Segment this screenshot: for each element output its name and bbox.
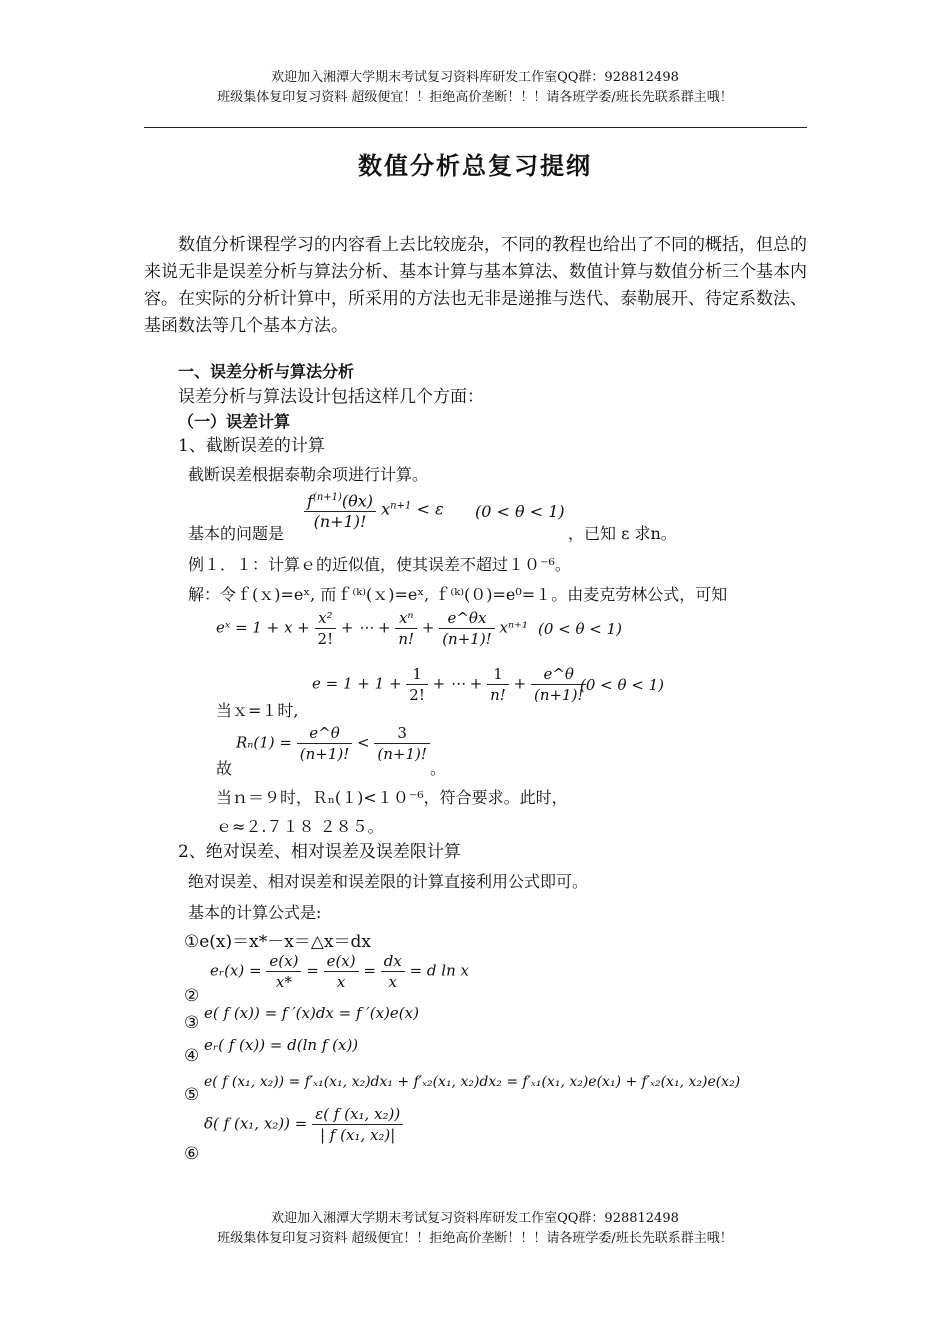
header-line-1: 欢迎加入湘潭大学期末考试复习资料库研发工作室QQ群：928812498	[271, 70, 679, 85]
formula-1: ①e(x)＝x*－x＝△x＝dx	[184, 932, 371, 952]
item2-title: 2、绝对误差、相对误差及误差限计算	[178, 842, 461, 862]
formula-5-marker: ⑤	[184, 1085, 200, 1105]
formula-3-marker: ③	[184, 1013, 200, 1033]
maclaurin-ex-condition: (0 < θ < 1)	[538, 620, 623, 638]
when-n-equals-9: 当ｎ＝９时，Ｒₙ(１)<１０⁻⁶，符合要求。此时，	[216, 788, 568, 807]
header-rule	[144, 127, 807, 128]
maclaurin-e-condition: (0 < θ < 1)	[580, 676, 665, 694]
when-x-equals-1: 当ｘ=１时,	[216, 701, 299, 720]
footer-line-1: 欢迎加入湘潭大学期末考试复习资料库研发工作室QQ群：928812498	[271, 1211, 679, 1226]
subsection-heading: （一）误差计算	[178, 412, 291, 431]
item1-title: 1、截断误差的计算	[178, 436, 325, 456]
maclaurin-e-formula: e = 1 + 1 + $\frac{1}{2!}$ + ⋯ + $\frac{1}{n!}$ + $\frac{e\^{}\theta}{(n+1)!}$	[312, 664, 586, 705]
truncation-condition: (0 < θ < 1)	[475, 502, 565, 521]
formula-6-marker: ⑥	[184, 1144, 200, 1164]
intro-paragraph: 数值分析课程学习的内容看上去比较庞杂，不同的教程也给出了不同的概括，但总的来说无非是误差分析与算法分析、基本计算与基本算法、数值计算与数值分析三个基本内容。在实际的分析计算中，所采用的方法也无非是递推与迭代、泰勒展开、待定系数法、基函数法等几个基本方法。	[144, 235, 807, 336]
remainder-bound-formula: Rₙ(1) = $\frac{e\^{}\theta}{(n+1)!}$ < $\frac{3}{(n+1)!}$	[236, 723, 430, 764]
therefore-label: 故	[216, 759, 233, 778]
remainder-period: 。	[430, 759, 447, 778]
problem-suffix: ，已知 ε 求n。	[568, 524, 677, 543]
formula-3: e( f (x)) = f ′(x)dx = f ′(x)e(x)	[204, 1004, 419, 1022]
truncation-formula: $\frac{f^{(n+1)}(\theta x)}{(n+1)!}$ $x^{n+1} < \varepsilon$	[304, 488, 444, 532]
e-approximation: ｅ≈２.７１８ ２８５。	[216, 817, 384, 836]
formula-4-marker: ④	[184, 1046, 200, 1066]
problem-prefix: 基本的问题是	[188, 524, 285, 543]
section-lead: 误差分析与算法设计包括这样几个方面：	[178, 387, 484, 407]
page-title: 数值分析总复习提纲	[358, 152, 592, 180]
formula-4: eᵣ( f (x)) = d(ln f (x))	[204, 1036, 359, 1054]
item1-desc: 截断误差根据泰勒余项进行计算。	[188, 465, 429, 484]
formula-2: eᵣ(x) = $\frac{e(x)}{x*}$ = $\frac{e(x)}{x}$ = $\frac{dx}{x}$ = d ln x	[210, 952, 469, 991]
section-heading: 一、误差分析与算法分析	[178, 362, 355, 381]
formula-2-marker: ②	[184, 986, 200, 1006]
footer-line-2: 班级集体复印复习资料 超级便宜！！拒绝高价垄断！！！请各班学委/班长先联系群主哦！	[217, 1231, 733, 1246]
formula-6: δ( f (x₁, x₂)) = $\frac{\text{ε( f (x₁, x₂))}}{\text{| f (x₁, x₂)|}}$	[204, 1104, 403, 1145]
formula-5: e( f (x₁, x₂)) = f′ₓ₁(x₁, x₂)dx₁ + f′ₓ₂(x₁, x₂)dx₂ = f′ₓ₁(x₁, x₂)e(x₁) + f′ₓ₂(x₁, x₂)e(x₂)	[204, 1074, 741, 1090]
example-1-1: 例１．１：计算ｅ的近似值，使其误差不超过１０⁻⁶。	[188, 555, 571, 574]
basic-formulas-label: 基本的计算公式是:	[188, 903, 322, 922]
item2-desc: 绝对误差、相对误差和误差限的计算直接利用公式即可。	[188, 872, 589, 891]
maclaurin-ex-formula: eˣ = 1 + x + $\frac{\text{x²}}{2!}$ + ⋯ + $\frac{\text{xⁿ}}{n!}$ + $\frac{e\^{}\theta x}{(n+1)!}$ xⁿ⁺¹	[216, 609, 528, 648]
header-line-2: 班级集体复印复习资料 超级便宜！！拒绝高价垄断！！！请各班学委/班长先联系群主哦！	[217, 90, 733, 105]
solution-line: 解：令ｆ(ｘ)=eˣ, 而ｆ⁽ᵏ⁾(ｘ)=eˣ, ｆ⁽ᵏ⁾(０)=e⁰=１。由麦克劳林公式，可知	[188, 585, 728, 604]
